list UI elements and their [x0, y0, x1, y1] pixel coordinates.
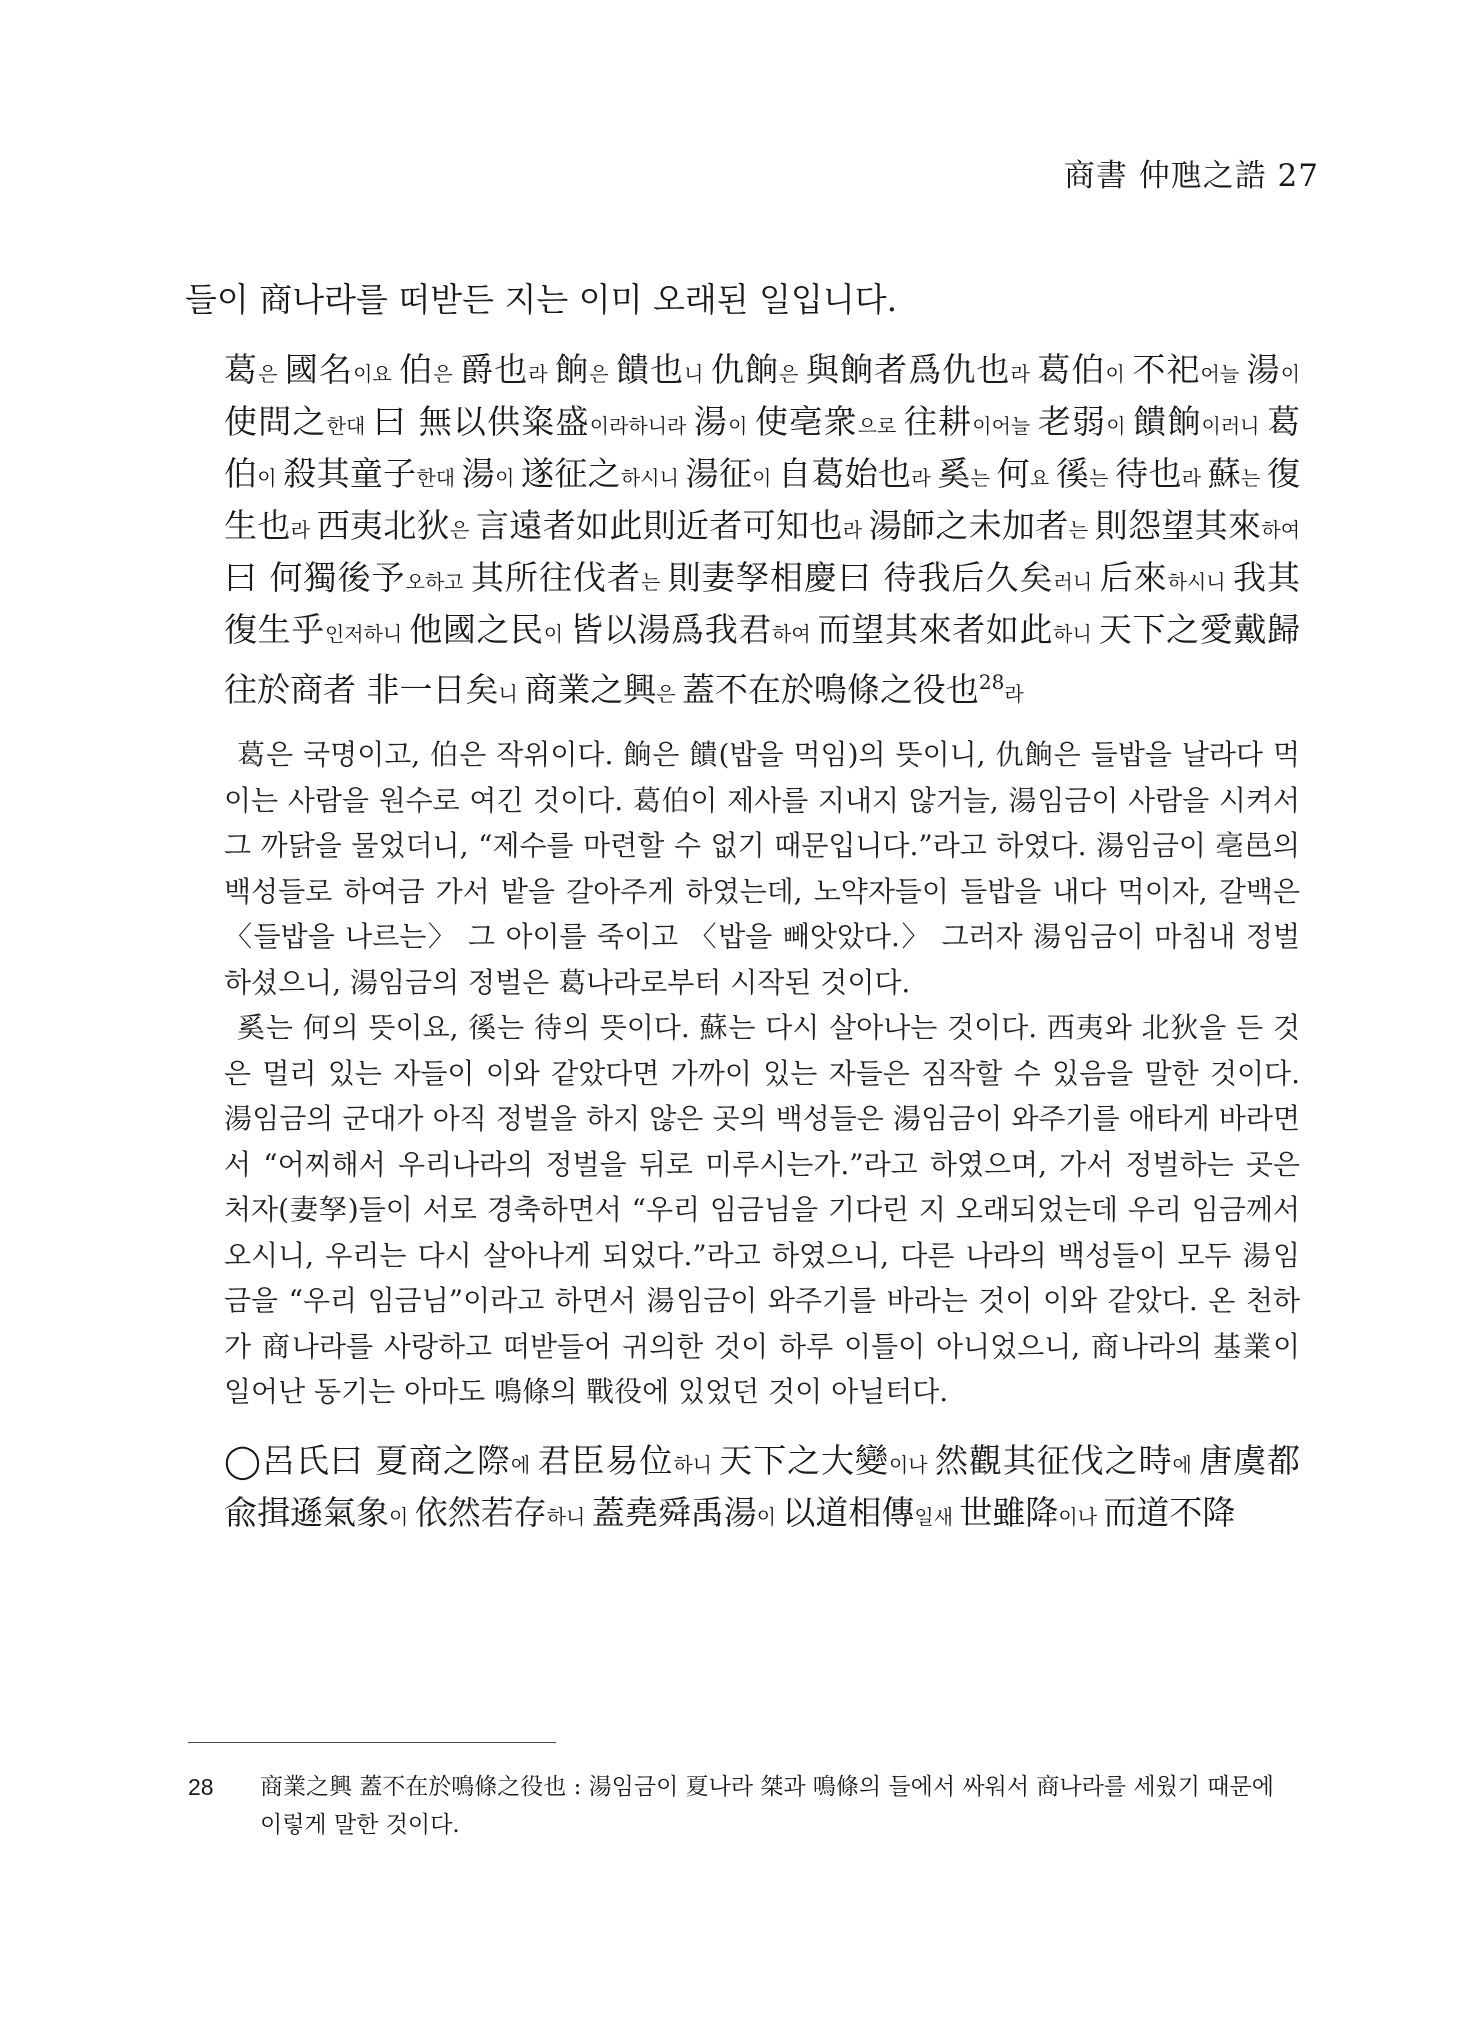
commentary-text-run: 則妻孥相慶曰 待我后久矣 — [667, 558, 1054, 597]
commentary-particle: 이 — [1280, 362, 1301, 386]
commentary-text-run: 使問之 — [224, 402, 327, 441]
commentary-particle: 라 — [842, 518, 869, 542]
lu-text-run: 君臣易位 — [537, 1440, 674, 1480]
commentary-particle: 니 — [684, 362, 711, 386]
commentary-text-run: 湯征 — [685, 454, 753, 493]
commentary-text-run: 湯 — [1246, 350, 1281, 389]
lu-text-run: 世雖降 — [959, 1492, 1059, 1532]
commentary-text-run: 伯 — [399, 350, 434, 389]
commentary-particle: 라 — [911, 466, 938, 490]
lu-particle: 일새 — [914, 1504, 960, 1529]
commentary-particle: 라 — [528, 362, 556, 386]
translation-block — [224, 732, 1300, 1415]
footnote — [188, 1768, 1300, 1844]
commentary-block — [185, 346, 1300, 1541]
commentary-particle: 이 — [728, 414, 756, 438]
commentary-particle: 한대 — [416, 466, 462, 490]
commentary-particle: 이 — [495, 466, 522, 490]
lu-text-run: 唐虞都兪揖遜氣象 — [224, 1440, 1301, 1532]
translation-paragraph-1: 葛은 국명이고, 伯은 작위이다. 餉은 饋(밥을 먹임)의 뜻이니, 仇餉은 들밥을 날라다 먹이는 사람을 원수로 여긴 것이다. 葛伯이 제사를 지내지 않거늘, 湯임금이 사람을 시켜서 그 까닭을 물었더니, “제수를 마련할 수 없기 때문입니다.”라고 하였다. 湯임금이 亳邑의 백성들로 하여금 가서 밭을 갈아주게 하였는데, 노약자들이 들밥을 내다 먹이자, 갈백은 〈들밥을 나르는〉 그 아이를 죽이고 〈밥을 빼앗았다.〉 그러자 湯임금이 마침내 정벌하셨으니, 湯임금의 정벌은 葛나라로부터 시작된 것이다. — [224, 738, 1300, 999]
lu-text-run: 依然若存 — [414, 1492, 547, 1532]
commentary-particle: 는 — [1068, 518, 1095, 542]
commentary-text-run: 國名 — [284, 350, 354, 389]
commentary-text-run: 湯 — [461, 454, 496, 493]
commentary-particle: 인저하니 — [324, 622, 410, 646]
commentary-text-run: 葛伯 — [224, 402, 1301, 493]
footnote-divider — [188, 1742, 556, 1743]
commentary-particle: 이어늘 — [972, 414, 1038, 438]
lu-particle: 에 — [510, 1452, 538, 1477]
commentary-particle: 어늘 — [1200, 362, 1247, 386]
lu-text-run: 天下之大變 — [719, 1440, 889, 1480]
commentary-text-run: 爵也 — [460, 350, 529, 389]
lu-particle: 하니 — [546, 1504, 592, 1529]
translation-paragraph-2: 奚는 何의 뜻이요, 徯는 待의 뜻이다. 蘇는 다시 살아나는 것이다. 西夷와 北狄을 든 것은 멀리 있는 자들이 이와 같았다면 가까이 있는 자들은 짐작할 수 있음을 말한 것이다. 湯임금의 군대가 아직 정벌을 하지 않은 곳의 백성들은 湯임금이 와주기를 애타게 바라면서 “어찌해서 우리나라의 정벌을 뒤로 미루시는가.”라고 하였으며, 가서 정벌하는 곳은 처자(妻孥)들이 서로 경축하면서 “우리 임금님을 기다린 지 오래되었는데 우리 임금께서 오시니, 우리는 다시 살아나게 되었다.”라고 하였으니, 다른 나라의 백성들이 모두 湯임금을 “우리 임금님”이라고 하면서 湯임금이 와주기를 바라는 것이 이와 같았다. 온 천하가 商나라를 사랑하고 떠받들어 귀의한 것이 하루 이틀이 아니었으니, 商나라의 基業이 일어난 동기는 아마도 鳴條의 戰役에 있었던 것이 아닐터다. — [224, 1011, 1300, 1408]
commentary-particle: 라 — [1010, 362, 1038, 386]
commentary-particle: 는 — [1089, 466, 1116, 490]
commentary-particle: 하여 — [772, 622, 818, 646]
commentary-particle: 요 — [1029, 466, 1056, 490]
commentary-particle: 하여 — [1261, 518, 1301, 542]
commentary-text-run: 饋也 — [615, 350, 685, 389]
commentary-particle: 이 — [752, 466, 779, 490]
commentary-text-run: 不祀 — [1132, 350, 1201, 389]
commentary-particle: 은 — [589, 362, 616, 386]
commentary-text-run: 老弱 — [1037, 402, 1107, 441]
lu-text-run: 蓋堯舜禹湯 — [591, 1492, 757, 1532]
lu-commentary-text — [224, 1441, 1300, 1532]
commentary-text-run: 仇餉 — [710, 350, 780, 389]
commentary-particle: 이 — [1106, 414, 1134, 438]
footnote-number: 28 — [188, 1774, 214, 1800]
commentary-particle: 러니 — [1053, 570, 1100, 594]
commentary-text-run: 蘇 — [1207, 454, 1242, 493]
commentary-text-run: 蓋不在於鳴條之役也 — [681, 670, 979, 709]
commentary-text-run: 徯 — [1055, 454, 1090, 493]
commentary-text-run: 曰 無以供粢盛 — [372, 402, 590, 441]
commentary-text-run: 湯 — [693, 402, 729, 441]
commentary-particle: 하시니 — [1167, 570, 1233, 594]
commentary-particle: 이라하니라 — [589, 414, 694, 438]
lu-text-run: ◯呂氏曰 夏商之際 — [224, 1440, 511, 1480]
lu-particle: 에 — [1172, 1452, 1200, 1477]
commentary-text-run: 餉 — [555, 350, 590, 389]
lu-particle: 이 — [756, 1504, 783, 1529]
commentary-particle: 으로 — [857, 414, 904, 438]
commentary-particle: 는 — [970, 466, 997, 490]
lu-text-run: 然觀其征伐之時 — [934, 1440, 1173, 1480]
commentary-particle: 이 — [543, 622, 571, 646]
commentary-text-run: 使亳衆 — [755, 402, 858, 441]
commentary-text-run: 他國之民 — [409, 610, 544, 649]
commentary-text-run: 復生也 — [224, 454, 1301, 545]
commentary-particle: 는 — [641, 570, 668, 594]
commentary-particle: 하니 — [1053, 622, 1099, 646]
lead-paragraph: 들이 商나라를 떠받든 지는 이미 오래된 일입니다. — [185, 280, 898, 319]
commentary-particle: 은 — [656, 682, 682, 706]
commentary-text-run: 而望其來者如此 — [817, 610, 1054, 649]
commentary-text-run: 湯師之未加者 — [868, 506, 1069, 545]
lu-particle: 이 — [389, 1504, 415, 1529]
commentary-text-run: 曰 何獨後予 — [224, 558, 406, 597]
commentary-text-run: 葛伯 — [1037, 350, 1106, 389]
commentary-text-run: 遂征之 — [521, 454, 621, 493]
commentary-text-run: 言遠者如此則近者可知也 — [476, 506, 843, 545]
commentary-text-run: 其所往伐者 — [470, 558, 642, 597]
footnote-text: 商業之興 蓋不在於鳴條之役也 : 湯임금이 夏나라 桀과 鳴條의 들에서 싸워서 商나라를 세웠기 때문에 이렇게 말한 것이다. — [260, 1774, 1274, 1838]
commentary-text — [224, 350, 1300, 709]
running-head: 商書 仲虺之誥 27 — [1063, 158, 1319, 194]
commentary-text-run: 則怨望其來 — [1094, 506, 1262, 545]
lu-commentary — [224, 1437, 1300, 1541]
commentary-text-run: 我其復生乎 — [224, 558, 1300, 649]
commentary-particle: 이요 — [353, 362, 400, 386]
commentary-particle: 은 — [433, 362, 461, 386]
commentary-text-run: 與餉者爲仇也 — [805, 350, 1011, 389]
commentary-particle: 라 — [1181, 466, 1208, 490]
commentary-text-run: 何 — [996, 454, 1030, 493]
commentary-particle: 이 — [1105, 362, 1133, 386]
commentary-particle: 은 — [450, 518, 477, 542]
commentary-particle: 니 — [498, 682, 525, 706]
commentary-text-run: 葛 — [224, 350, 259, 389]
commentary-particle: 라 — [290, 518, 317, 542]
commentary-particle: 은 — [258, 362, 285, 386]
commentary-particle: 은 — [779, 362, 806, 386]
commentary-particle: 한대 — [326, 414, 373, 438]
commentary-text-run: 待也 — [1115, 454, 1182, 493]
commentary-text-run: 奚 — [937, 454, 971, 493]
classical-commentary — [224, 346, 1300, 718]
commentary-particle: 이러니 — [1201, 414, 1268, 438]
lu-particle: 이나 — [888, 1452, 935, 1477]
commentary-text-run: 自葛始也 — [778, 454, 912, 493]
lu-particle: 하니 — [673, 1452, 720, 1477]
page-body — [185, 272, 1300, 1541]
commentary-text-run: 后來 — [1099, 558, 1168, 597]
footnote-ref[interactable]: 28 — [978, 670, 1005, 694]
commentary-particle: 오하고 — [405, 570, 471, 594]
commentary-text-run: 皆以湯爲我君 — [570, 610, 772, 649]
lu-text-run: 而道不降 — [1103, 1492, 1236, 1532]
commentary-particle: 는 — [1241, 466, 1268, 490]
commentary-text-run: 天下之愛戴歸往於商者 非一日矣 — [224, 610, 1301, 709]
commentary-text-run: 往耕 — [903, 402, 973, 441]
commentary-text-run: 西夷北狄 — [316, 506, 451, 545]
commentary-text-run: 殺其童子 — [283, 454, 417, 493]
lu-particle: 이나 — [1058, 1504, 1104, 1529]
commentary-text-run: 饋餉 — [1133, 402, 1202, 441]
commentary-particle: 하시니 — [620, 466, 686, 490]
commentary-ending: 라 — [1004, 682, 1024, 706]
lu-text-run: 以道相傳 — [782, 1492, 915, 1532]
commentary-particle: 이 — [257, 466, 284, 490]
commentary-text-run: 商業之興 — [524, 670, 657, 709]
